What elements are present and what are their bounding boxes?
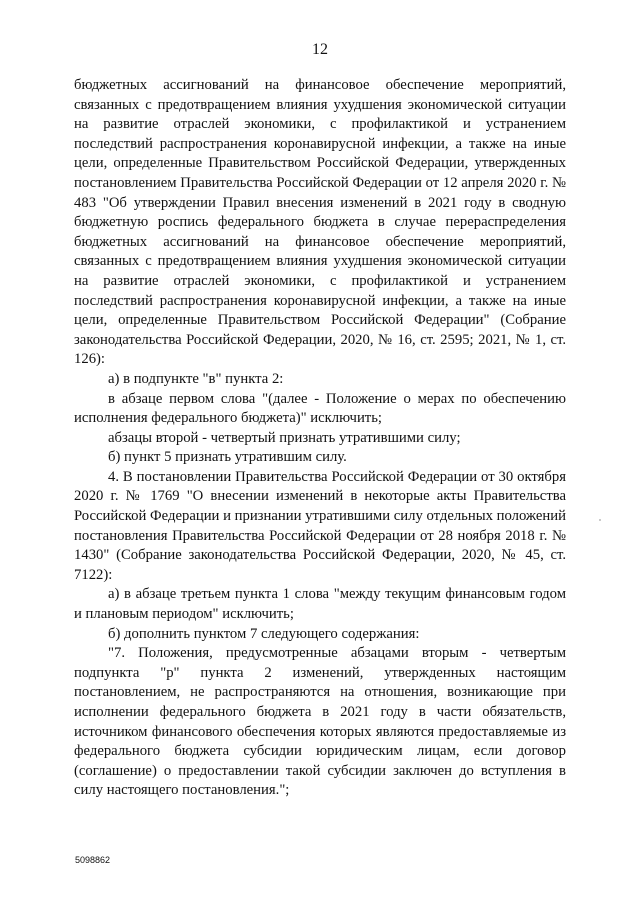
paragraph-item-4: 4. В постановлении Правительства Российской Федерации от 30 октября 2020 г. № 1769 "О внесении изменений в некоторые акты Правительства Российской Федерации и признании утратившими силу отдельных положений постановления Правительства Российской Федерации от 28 ноября 2018 г. № 1430" (Собрание законодательства Российской Федерации, 2020, № 45, ст. 7122):	[74, 468, 566, 583]
paragraph-subpoint-b: б) пункт 5 признать утратившим силу.	[108, 449, 347, 466]
document-body	[74, 76, 566, 801]
paragraph-subpoint-a: а) в подпункте "в" пункта 2:	[108, 370, 284, 387]
scan-speck	[599, 519, 601, 521]
paragraph-quoted-item-7: "7. Положения, предусмотренные абзацами вторым - четвертым подпункта "р" пункта 2 изменений, утвержденных настоящим постановлением, не распространяются на отношения, возникающие при исполнении федерального бюджета в 2021 году в части обязательств, источником финансового обеспечения которых являются предоставляемые из федерального бюджета субсидии юридическим лицам, если договор (соглашение) о предоставлении такой субсидии заключен до вступления в силу настоящего постановления.";	[74, 645, 566, 799]
paragraph-item-4-a: а) в абзаце третьем пункта 1 слова "между текущим финансовым годом и плановым периодом" исключить;	[74, 586, 566, 623]
paragraph-abzatsy-invalid: абзацы второй - четвертый признать утратившими силу;	[108, 429, 461, 446]
document-code: 5098862	[75, 855, 111, 865]
paragraph-continuation: бюджетных ассигнований на финансовое обеспечение мероприятий, связанных с предотвращением влияния ухудшения экономической ситуации на развитие отраслей экономики, с профилактикой и устранением последствий распространения коронавирусной инфекции, а также на иные цели, определенные Правительством Российской Федерации, утвержденных постановлением Правительства Российской Федерации от 12 апреля 2020 г. № 483 "Об утверждении Правил внесения изменений в 2021 году в сводную бюджетную роспись федерального бюджета в случае перераспределения бюджетных ассигнований на финансовое обеспечение мероприятий, связанных с предотвращением влияния ухудшения экономической ситуации на развитие отраслей экономики, с профилактикой и устранением последствий распространения коронавирусной инфекции, а также на иные цели, определенные Правительством Российской Федерации" (Собрание законодательства Российской Федерации, 2020, № 16, ст. 2595; 2021, № 1, ст. 126):	[74, 77, 566, 368]
paragraph-first-abzats: в абзаце первом слова "(далее - Положение о мерах по обеспечению исполнения федерального бюджета)" исключить;	[74, 390, 566, 427]
paragraph-item-4-b: б) дополнить пунктом 7 следующего содержания:	[108, 625, 420, 642]
page-number: 12	[312, 41, 328, 58]
